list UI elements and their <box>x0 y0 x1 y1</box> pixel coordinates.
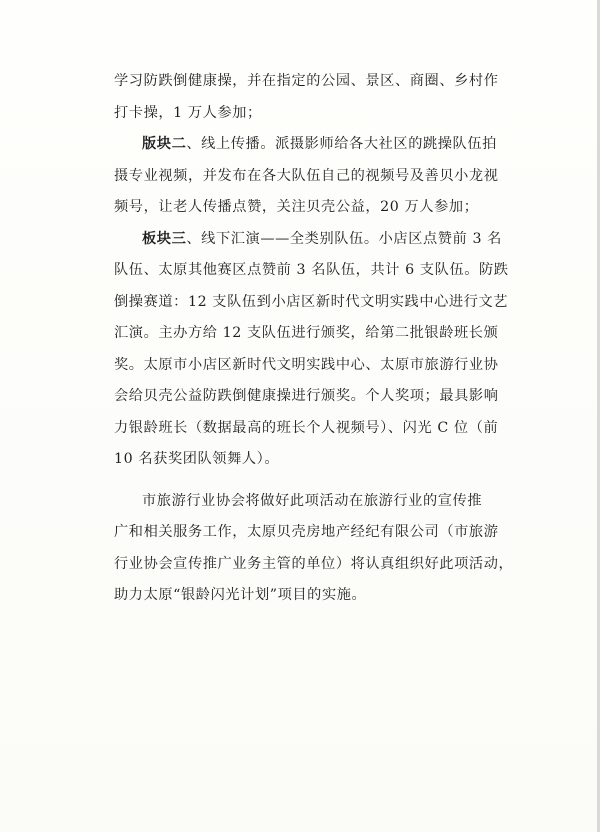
paragraph-1 <box>114 66 534 129</box>
text-line: 行业协会宣传推广业务主管的单位）将认真组织好此项活动， <box>114 555 514 572</box>
section-heading: 版块二 <box>142 136 187 152</box>
paragraph-4 <box>114 486 534 612</box>
text-line: 汇演。主办方给 12 支队伍进行颁奖，给第二批银龄班长颁 <box>114 325 499 341</box>
paragraph-2 <box>114 129 534 224</box>
text-line: 助力太原“银龄闪光计划”项目的实施。 <box>114 587 367 603</box>
text-line: 打卡操，1 万人参加； <box>114 104 262 121</box>
section-heading: 板块三 <box>142 230 187 247</box>
text-line <box>114 224 534 256</box>
text-line: 市旅游行业协会将做好此项活动在旅游行业的宣传推 <box>142 492 483 509</box>
paragraph-gap <box>114 476 534 486</box>
text-segment: 、线下汇演——全类别队伍。小店区点赞前 3 名 <box>186 230 502 247</box>
text-line: 10 名获奖团队领舞人）。 <box>114 451 280 467</box>
document-body <box>114 66 534 612</box>
text-line: 队伍、太原其他赛区点赞前 3 名队伍，共计 6 支队伍。防跌 <box>114 262 509 278</box>
text-line: 广和相关服务工作，太原贝壳房地产经纪有限公司（市旅游 <box>114 524 499 540</box>
paragraph-3 <box>114 224 534 476</box>
text-segment: 、线上传播。派摄影师给各大社区的跳操队伍拍 <box>186 136 497 152</box>
text-line: 摄专业视频，并发布在各大队伍自己的视频号及善贝小龙视 <box>114 167 499 184</box>
text-line <box>114 129 534 161</box>
text-line: 奖。太原市小店区新时代文明实践中心、太原市旅游行业协 <box>114 356 499 373</box>
text-line: 学习防跌倒健康操，并在指定的公园、景区、商圈、乡村作 <box>114 73 499 89</box>
text-line: 力银龄班长（数据最高的班长个人视频号）、闪光 C 位（前 <box>114 419 499 436</box>
text-line: 频号，让老人传播点赞，关注贝壳公益，20 万人参加； <box>114 199 479 215</box>
text-line: 会给贝壳公益防跌倒健康操进行颁奖。个人奖项；最具影响 <box>114 388 499 404</box>
text-line: 倒操赛道：12 支队伍到小店区新时代文明实践中心进行文艺 <box>114 293 509 310</box>
